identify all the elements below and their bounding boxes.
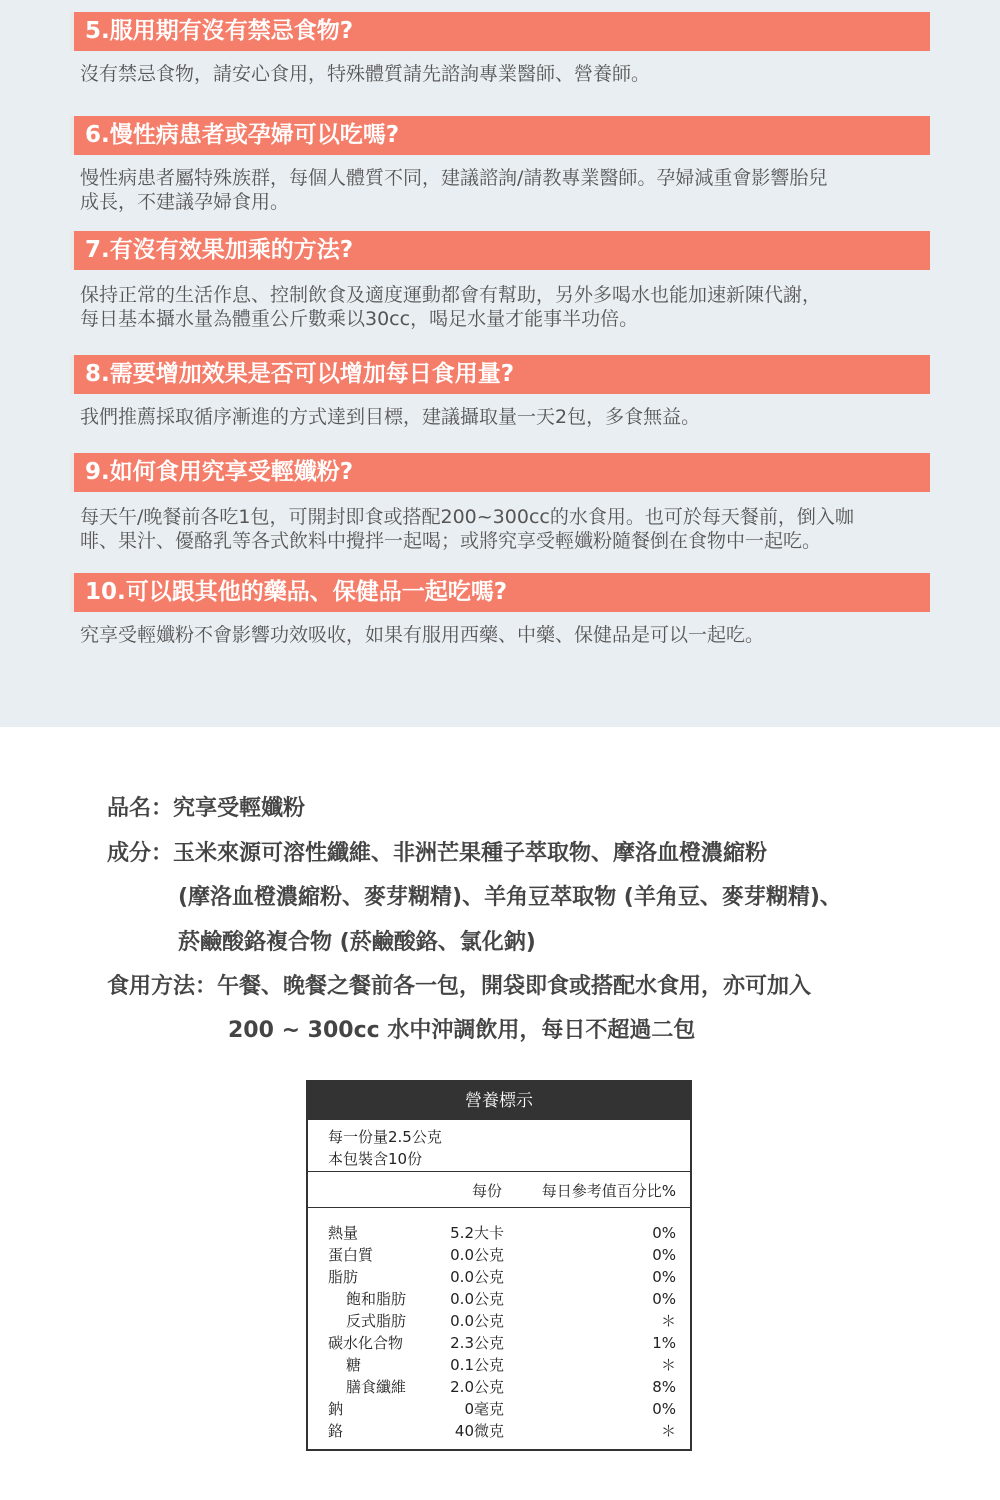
nutrient-amount: 0.0公克 xyxy=(450,1312,504,1330)
faq-question-8: 8.需要增加效果是否可以增加每日食用量? xyxy=(70,355,930,394)
nutrient-name: 熱量 xyxy=(328,1224,359,1242)
servings-per-package: 本包裝含10份 xyxy=(328,1150,423,1168)
nutrient-daily-percent: ＊ xyxy=(660,1422,676,1440)
nutrition-row xyxy=(308,1420,690,1442)
column-per-serving: 每份 xyxy=(472,1182,503,1200)
faq-answer-7 xyxy=(80,283,930,331)
product-name: 品名：究享受輕孅粉 xyxy=(107,796,306,821)
nutrient-amount: 5.2大卡 xyxy=(450,1224,504,1242)
nutrient-daily-percent: ＊ xyxy=(660,1356,676,1374)
faq-answer-line: 沒有禁忌食物，請安心食用，特殊體質請先諮詢專業醫師、營養師。 xyxy=(80,63,651,85)
nutrient-amount: 0.0公克 xyxy=(450,1268,504,1286)
nutrient-name: 鈉 xyxy=(328,1400,344,1418)
faq-question-7: 7.有沒有效果加乘的方法? xyxy=(70,231,930,270)
nutrient-name: 反式脂肪 xyxy=(346,1312,407,1330)
ingredients-line-3: 菸鹼酸鉻複合物 (菸鹼酸鉻、氯化鈉) xyxy=(178,930,536,955)
nutrient-name: 鉻 xyxy=(328,1422,344,1440)
nutrient-name: 糖 xyxy=(346,1356,362,1374)
faq-answer-line: 每日基本攝水量為體重公斤數乘以30cc，喝足水量才能事半功倍。 xyxy=(80,308,639,330)
nutrition-table xyxy=(306,1080,692,1451)
nutrient-amount: 40微克 xyxy=(454,1422,504,1440)
nutrition-row xyxy=(308,1222,690,1244)
nutrient-amount: 0.1公克 xyxy=(450,1356,504,1374)
faq-answer-line: 我們推薦採取循序漸進的方式達到目標，建議攝取量一天2包，多食無益。 xyxy=(80,406,701,428)
nutrient-amount: 0.0公克 xyxy=(450,1246,504,1264)
nutrient-daily-percent: 0% xyxy=(652,1290,676,1308)
nutrition-title: 營養標示 xyxy=(308,1082,690,1120)
faq-section xyxy=(0,0,1000,727)
faq-answer-line: 啡、果汁、優酪乳等各式飲料中攪拌一起喝；或將究享受輕孅粉隨餐倒在食物中一起吃。 xyxy=(80,530,822,552)
nutrition-row xyxy=(308,1376,690,1398)
divider xyxy=(308,1207,690,1208)
nutrient-daily-percent: 0% xyxy=(652,1224,676,1242)
faq-answer-9 xyxy=(80,505,930,553)
nutrient-daily-percent: 1% xyxy=(652,1334,676,1352)
nutrient-name: 飽和脂肪 xyxy=(346,1290,407,1308)
nutrient-daily-percent: ＊ xyxy=(660,1312,676,1330)
faq-answer-line: 慢性病患者屬特殊族群，每個人體質不同，建議諮詢/請教專業醫師。孕婦減重會影響胎兒 xyxy=(80,167,828,189)
nutrition-row xyxy=(308,1310,690,1332)
nutrient-amount: 0.0公克 xyxy=(450,1290,504,1308)
serving-size: 每一份量2.5公克 xyxy=(328,1128,442,1146)
nutrition-row xyxy=(308,1266,690,1288)
nutrient-name: 蛋白質 xyxy=(328,1246,374,1264)
ingredients-line-2: (摩洛血橙濃縮粉、麥芽糊精)、羊角豆萃取物 (羊角豆、麥芽糊精)、 xyxy=(178,885,842,910)
faq-question-10: 10.可以跟其他的藥品、保健品一起吃嗎? xyxy=(70,573,930,612)
nutrition-row xyxy=(308,1398,690,1420)
nutrition-row xyxy=(308,1332,690,1354)
nutrient-daily-percent: 8% xyxy=(652,1378,676,1396)
nutrient-amount: 2.3公克 xyxy=(450,1334,504,1352)
faq-answer-line: 究享受輕孅粉不會影響功效吸收，如果有服用西藥、中藥、保健品是可以一起吃。 xyxy=(80,624,765,646)
nutrient-amount: 0毫克 xyxy=(464,1400,504,1418)
column-daily-value: 每日參考值百分比% xyxy=(541,1182,676,1200)
nutrient-daily-percent: 0% xyxy=(652,1268,676,1286)
faq-answer-line: 成長，不建議孕婦食用。 xyxy=(80,191,290,213)
nutrition-row xyxy=(308,1288,690,1310)
nutrient-name: 脂肪 xyxy=(328,1268,359,1286)
nutrient-name: 碳水化合物 xyxy=(328,1334,404,1352)
nutrition-row xyxy=(308,1244,690,1266)
faq-answer-line: 保持正常的生活作息、控制飲食及適度運動都會有幫助，另外多喝水也能加速新陳代謝， xyxy=(80,284,822,306)
nutrient-daily-percent: 0% xyxy=(652,1246,676,1264)
faq-question-6: 6.慢性病患者或孕婦可以吃嗎? xyxy=(70,116,930,155)
ingredients-line-1: 成分：玉米來源可溶性纖維、非洲芒果種子萃取物、摩洛血橙濃縮粉 xyxy=(107,841,768,866)
faq-answer-10 xyxy=(80,623,930,647)
faq-question-5: 5.服用期有沒有禁忌食物? xyxy=(70,12,930,51)
nutrient-daily-percent: 0% xyxy=(652,1400,676,1418)
faq-answer-8 xyxy=(80,405,930,429)
nutrient-name: 膳食纖維 xyxy=(346,1378,407,1396)
nutrition-row xyxy=(308,1354,690,1376)
faq-answer-5 xyxy=(80,62,930,86)
serving-info xyxy=(328,1126,442,1170)
faq-question-9: 9.如何食用究享受輕孅粉? xyxy=(70,453,930,492)
nutrient-amount: 2.0公克 xyxy=(450,1378,504,1396)
faq-answer-line: 每天午/晚餐前各吃1包，可開封即食或搭配200~300cc的水食用。也可於每天餐前，倒入咖 xyxy=(80,506,854,528)
usage-line-2: 200 ~ 300cc 水中沖調飲用，每日不超過二包 xyxy=(228,1018,696,1043)
faq-answer-6 xyxy=(80,166,930,214)
usage-line-1: 食用方法：午餐、晚餐之餐前各一包，開袋即食或搭配水食用，亦可加入 xyxy=(107,974,812,999)
divider xyxy=(308,1171,690,1172)
nutrition-rows xyxy=(308,1222,690,1442)
